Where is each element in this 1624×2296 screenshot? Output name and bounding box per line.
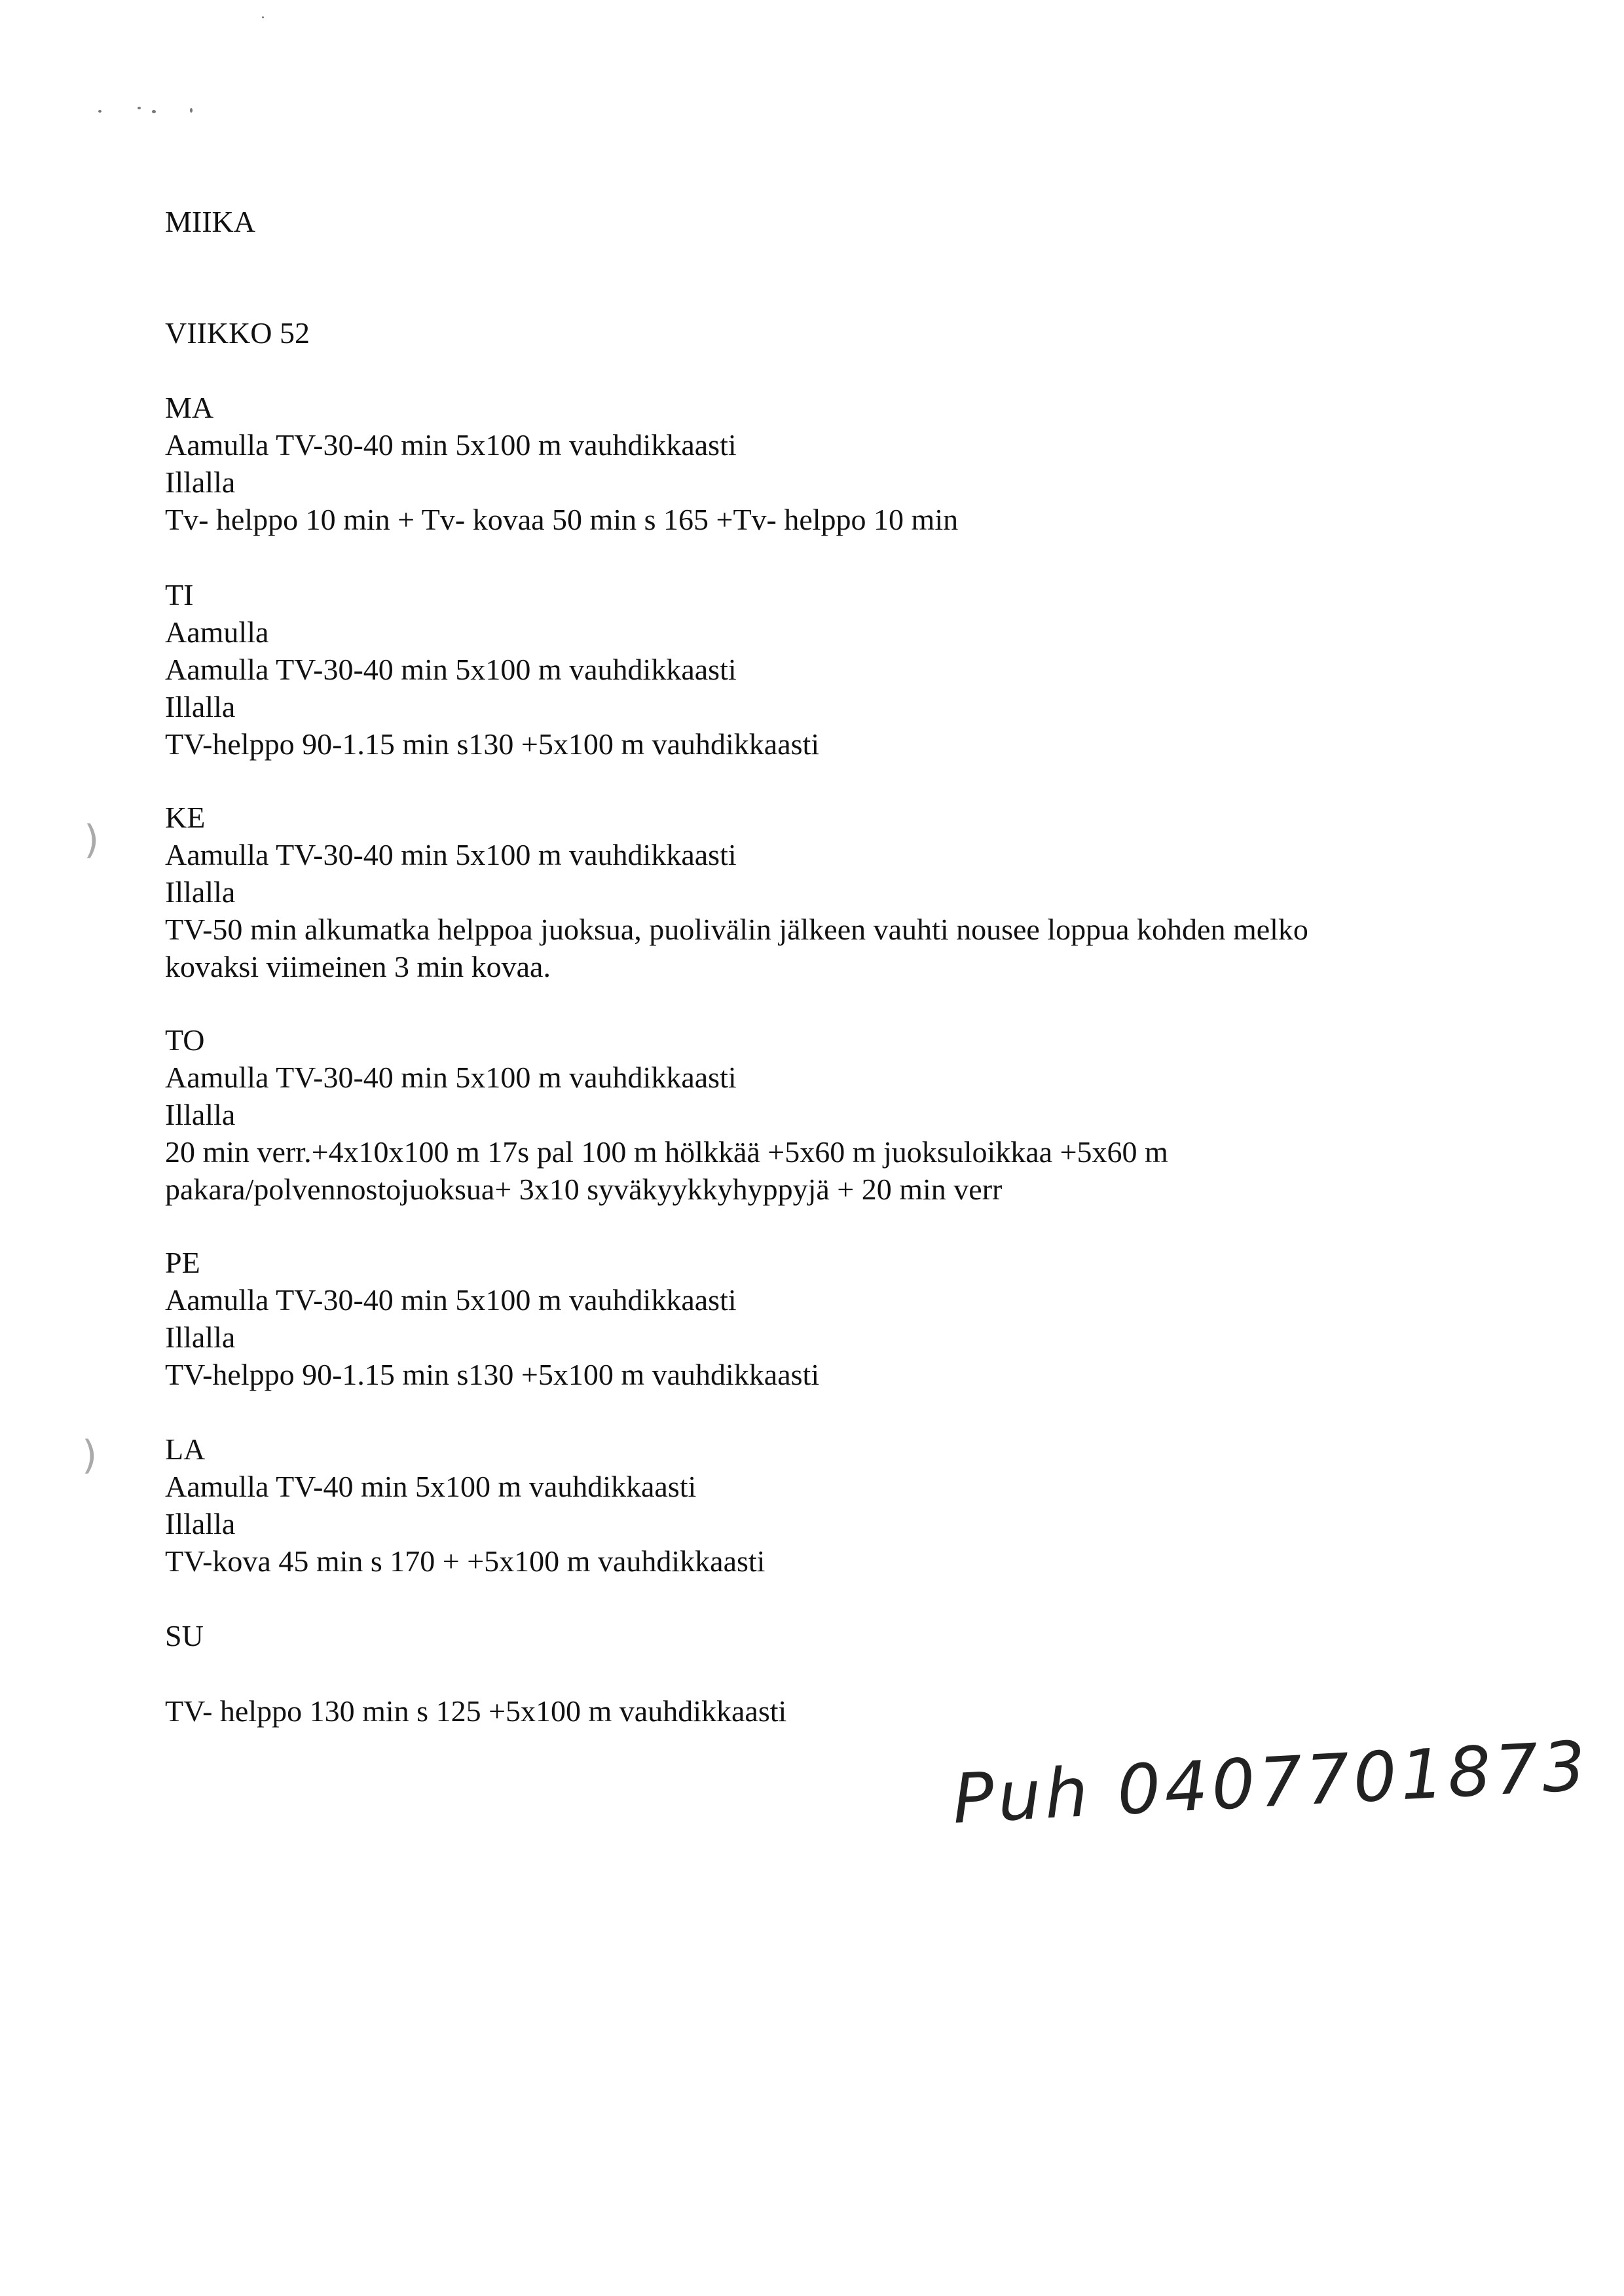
margin-mark: ): [84, 817, 100, 863]
day-saturday: [165, 1430, 1507, 1580]
day-thursday: [165, 1021, 1507, 1208]
day-heading: KE: [165, 801, 206, 834]
week-title: VIIKKO 52: [165, 316, 310, 350]
plan-line: Illalla: [165, 1321, 236, 1354]
week-block: [165, 314, 1507, 352]
plan-line: Aamulla TV-40 min 5x100 m vauhdikkaasti: [165, 1470, 697, 1503]
handwritten-phone-note: Puh 0407701873: [950, 1726, 1592, 1839]
plan-line: pakara/polvennostojuoksua+ 3x10 syväkyykkyhyppyjä + 20 min verr: [165, 1173, 1003, 1206]
plan-line: kovaksi viimeinen 3 min kovaa.: [165, 950, 551, 983]
day-wednesday: [165, 799, 1507, 985]
plan-line: Aamulla TV-30-40 min 5x100 m vauhdikkaasti: [165, 428, 737, 462]
day-sunday: [165, 1617, 1507, 1654]
plan-line: Illalla: [165, 1507, 236, 1540]
plan-line: Illalla: [165, 690, 236, 723]
plan-line: Aamulla: [165, 615, 269, 649]
scan-speck: [262, 16, 264, 18]
scan-speck: [152, 110, 156, 113]
plan-line: Tv- helppo 10 min + Tv- kovaa 50 min s 165 +Tv- helppo 10 min: [165, 503, 959, 536]
plan-line: TV-helppo 90-1.15 min s130 +5x100 m vauhdikkaasti: [165, 1358, 820, 1391]
athlete-name: MIIKA: [165, 205, 255, 238]
day-heading: TI: [165, 578, 194, 611]
plan-line: TV-kova 45 min s 170 + +5x100 m vauhdikkaasti: [165, 1544, 766, 1578]
day-tuesday: [165, 576, 1507, 763]
day-heading: TO: [165, 1023, 205, 1057]
day-heading: PE: [165, 1246, 200, 1279]
scan-speck: [98, 110, 101, 113]
plan-line: Illalla: [165, 465, 236, 499]
plan-line: Illalla: [165, 1098, 236, 1131]
athlete-name-block: [165, 203, 1507, 240]
plan-line: Aamulla TV-30-40 min 5x100 m vauhdikkaasti: [165, 838, 737, 871]
plan-line: 20 min verr.+4x10x100 m 17s pal 100 m hölkkää +5x60 m juoksuloikkaa +5x60 m: [165, 1135, 1168, 1169]
plan-line: Illalla: [165, 875, 236, 909]
scan-speck: [138, 107, 141, 109]
margin-mark: ): [82, 1432, 98, 1478]
day-friday: [165, 1244, 1507, 1393]
day-heading: MA: [165, 391, 214, 424]
plan-line: TV-50 min alkumatka helppoa juoksua, puolivälin jälkeen vauhti nousee loppua kohden melko: [165, 913, 1308, 946]
day-heading: SU: [165, 1619, 204, 1652]
scan-speck: [190, 108, 193, 113]
plan-line: Aamulla TV-30-40 min 5x100 m vauhdikkaasti: [165, 1283, 737, 1317]
plan-line: TV- helppo 130 min s 125 +5x100 m vauhdikkaasti: [165, 1694, 787, 1728]
day-sunday-plan: [165, 1692, 1507, 1730]
plan-line: Aamulla TV-30-40 min 5x100 m vauhdikkaasti: [165, 653, 737, 686]
plan-line: TV-helppo 90-1.15 min s130 +5x100 m vauhdikkaasti: [165, 727, 820, 761]
day-heading: LA: [165, 1432, 206, 1466]
day-monday: [165, 389, 1507, 538]
plan-line: Aamulla TV-30-40 min 5x100 m vauhdikkaasti: [165, 1061, 737, 1094]
